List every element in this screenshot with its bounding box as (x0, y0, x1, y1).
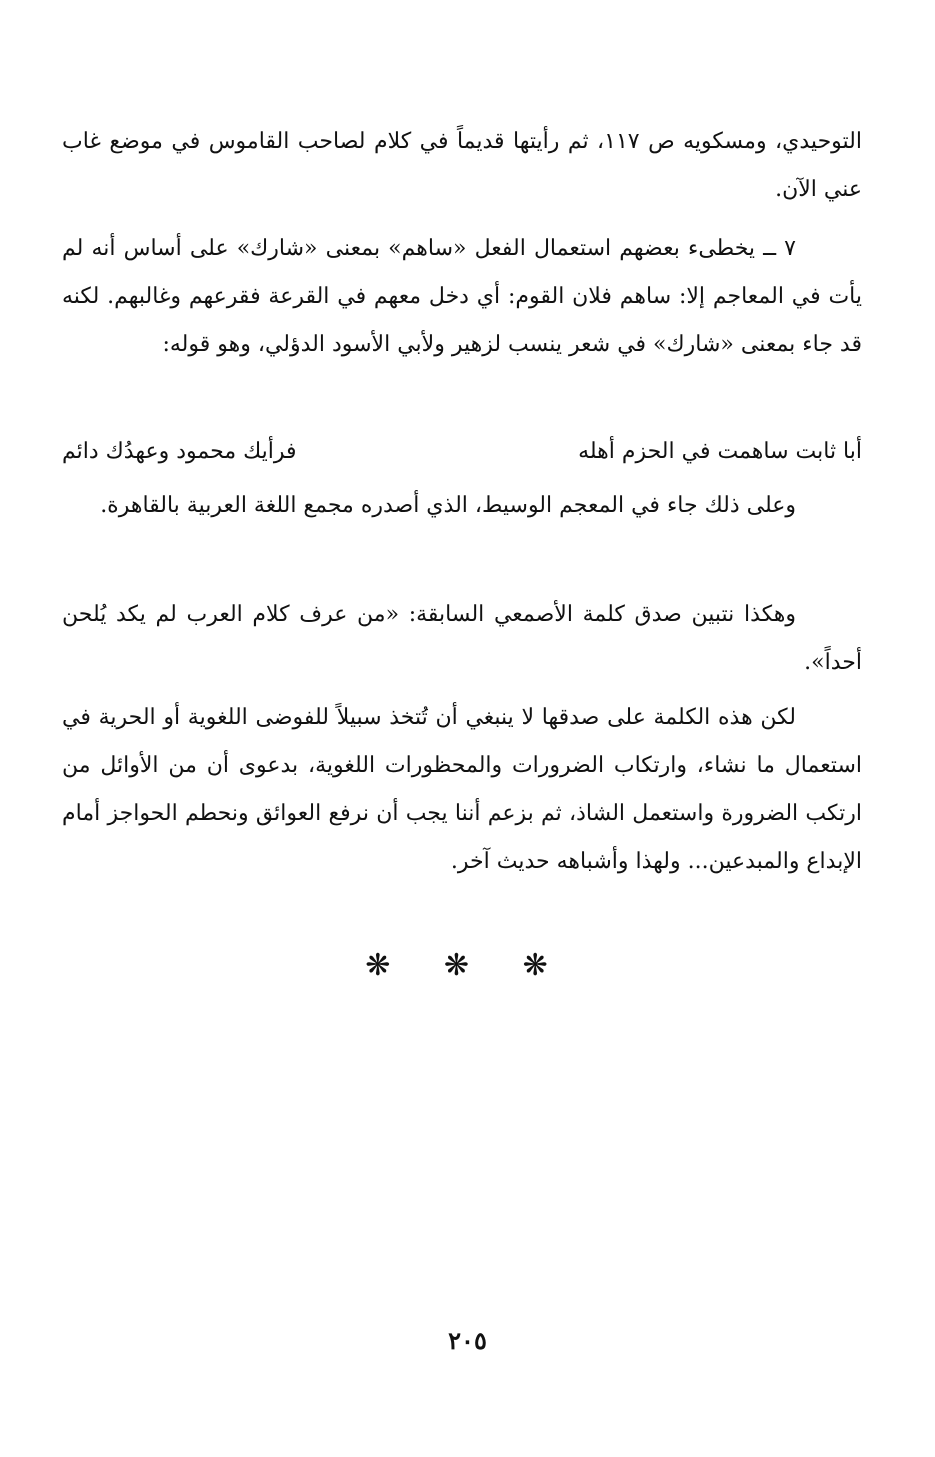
text-block-wasit (62, 482, 862, 530)
text-block-top (62, 118, 862, 214)
paragraph-asmai: وهكذا نتبين صدق كلمة الأصمعي السابقة: «من عرف كلام العرب لم يكد يُلحن أحداً». (62, 602, 862, 675)
verse-first-hemistich: أبا ثابت ساهمت في الحزم أهله (578, 439, 862, 464)
text-block-conclusion (62, 694, 862, 886)
paragraph-wasit: وعلى ذلك جاء في المعجم الوسيط، الذي أصدره مجمع اللغة العربية بالقاهرة. (100, 493, 796, 518)
paragraph-item-7: ٧ ــ يخطىء بعضهم استعمال الفعل «ساهم» بمعنى «شارك» على أساس أنه لم يأت في المعاجم إلا: ساهم فلان القوم: أي دخل معهم في القرعة فقرعهم وغالبهم. لكنه قد جاء بمعنى «شارك» في شعر ينسب لزهير ولأبي الأسود الدؤلي، وهو قوله: (62, 236, 862, 357)
text-block-item-7 (62, 225, 862, 369)
section-separator: ❋ ❋ ❋ (365, 948, 570, 983)
page-number: ٢٠٥ (448, 1326, 487, 1355)
verse-second-hemistich: فرأيك محمود وعهدُك دائم (62, 439, 297, 464)
paragraph-conclusion: لكن هذه الكلمة على صدقها لا ينبغي أن تُتخذ سبيلاً للفوضى اللغوية أو الحرية في استعمال ما نشاء، وارتكاب الضرورات والمحظورات اللغوية، بدعوى أن من الأوائل من ارتكب الضرورة واستعمل الشاذ، ثم بزعم أننا يجب أن نرفع العوائق ونحطم الحواجز أمام الإبداع والمبدعين... ولهذا وأشباهه حديث آخر. (62, 705, 862, 874)
paragraph-continuation: التوحيدي، ومسكويه ص ١١٧، ثم رأيتها قديماً في كلام لصاحب القاموس في موضع غاب عني الآن. (62, 129, 862, 202)
poetry-verse (62, 428, 862, 476)
text-block-asmai (62, 591, 862, 687)
